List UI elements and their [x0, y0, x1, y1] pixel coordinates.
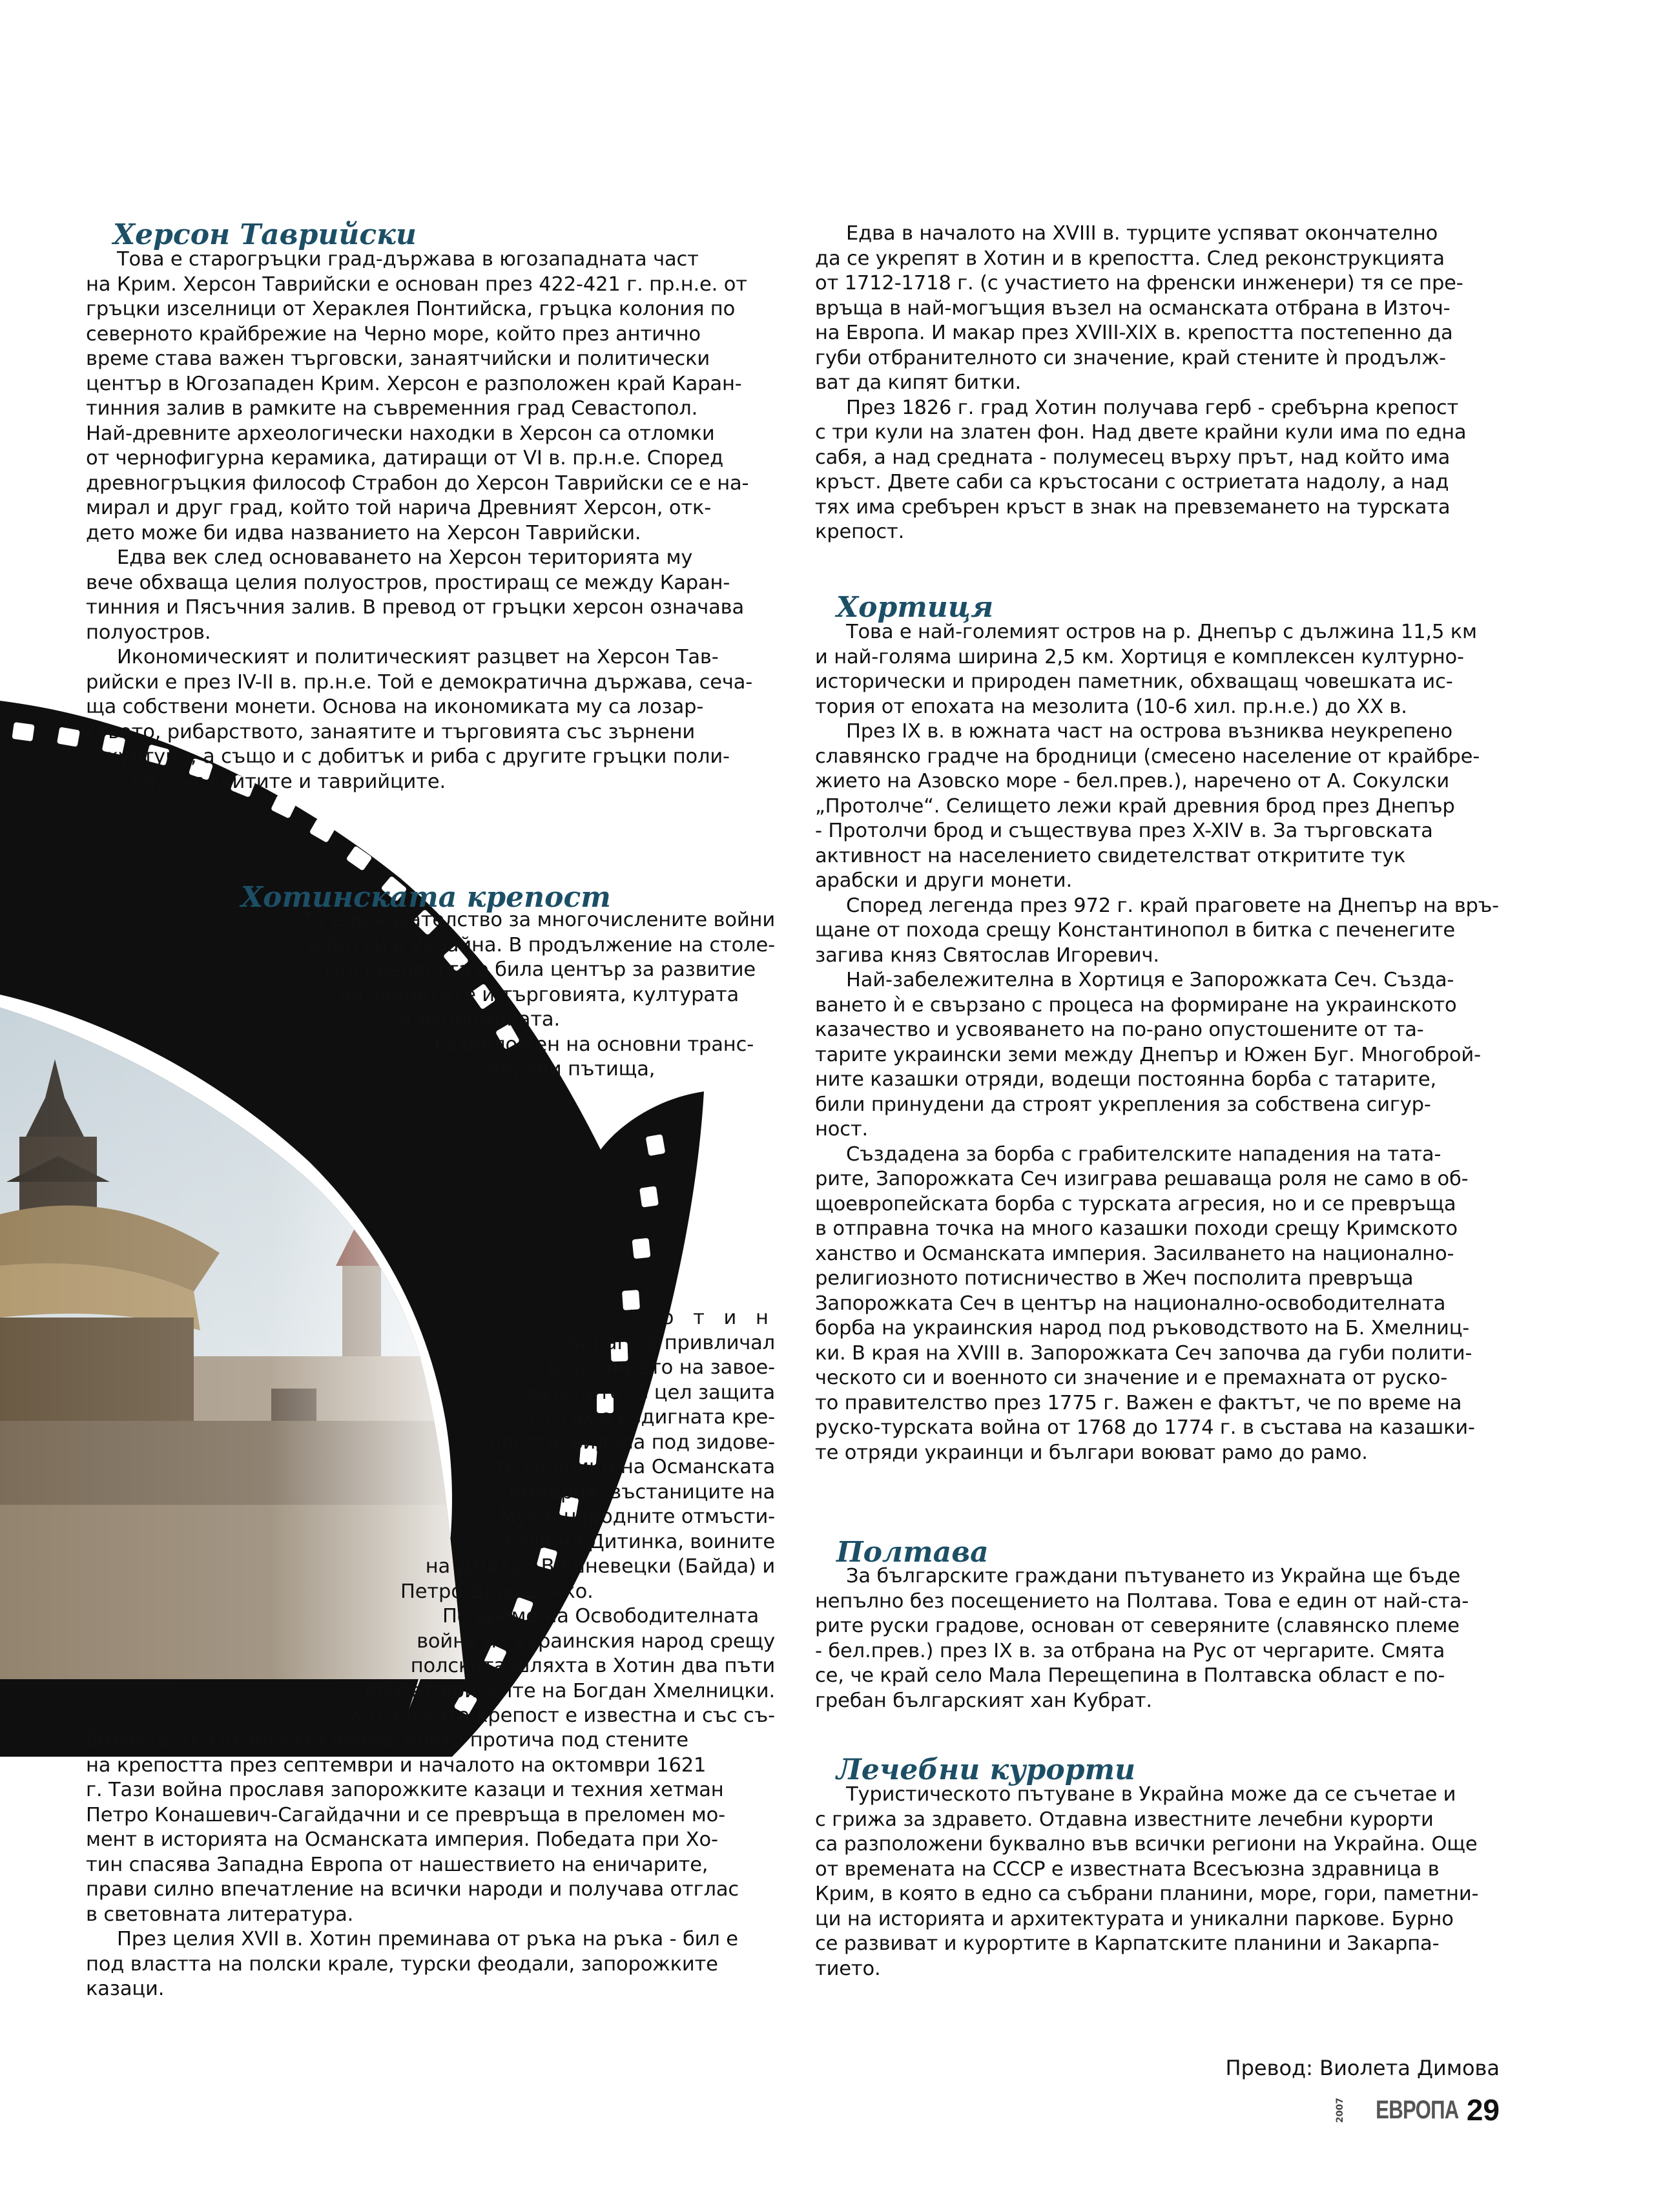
- text-line: Туристическото пътуване в Украйна може да се съчетае и: [846, 1783, 1456, 1806]
- text-line: били принудени да строят укрепления за собствена сигур-: [815, 1093, 1431, 1116]
- text-line: казаци.: [86, 1978, 165, 2000]
- text-line: Едва век след основаването на Херсон територията му: [117, 546, 693, 569]
- text-line: руско-турската война от 1768 до 1774 г. в състава на казашки-: [815, 1416, 1475, 1439]
- text-line: Петро Дорошенко.: [400, 1580, 594, 1603]
- text-line: През целия XVII в. Хотин преминава от ръка на ръка - бил е: [117, 1928, 738, 1950]
- kherson-text: [86, 247, 778, 794]
- text-line: исторически и природен паметник, обхващащ човешката ис-: [815, 670, 1453, 693]
- text-line: сабя, а над средната - полумесец върху прът, над който има: [815, 446, 1451, 469]
- text-line: Икономическият и политическият разцвет на Херсон Тав-: [117, 646, 719, 668]
- text-line: рите руски градове, основан от северяните (славянско племе: [815, 1615, 1460, 1637]
- text-line: г. Тази война прославя запорожките казаци и техния хетман: [86, 1779, 724, 1801]
- text-line: на Дмитро Вишневецки (Байда) и: [425, 1555, 775, 1578]
- text-line: ност.: [815, 1118, 869, 1141]
- text-line: славянско градче на бродници (смесено население от крайбре-: [815, 745, 1480, 768]
- text-line: портни пътища,: [488, 1058, 656, 1080]
- text-line: полската шляхта в Хотин два пъти: [410, 1655, 775, 1677]
- text-line: и икономиката.: [399, 1008, 561, 1031]
- text-line: Х о т и н: [629, 1307, 775, 1329]
- poltava-text: [815, 1564, 1500, 1713]
- page-footer: [1336, 2093, 1500, 2127]
- text-line: рите, Запорожката Сеч изиграва решаваща роля не само в об-: [815, 1168, 1469, 1190]
- resorts-text: [815, 1783, 1500, 1981]
- text-line: се развиват и курортите в Карпатските планини и Закарпа-: [815, 1932, 1440, 1955]
- text-line: тях има сребърен кръст в знак на превземането на турската: [815, 495, 1451, 519]
- text-line: връща в най-могъщия възел на османската отбрана в Източ-: [815, 296, 1451, 320]
- text-line: полуостров.: [86, 621, 211, 644]
- text-line: Разположен на основни транс-: [434, 1033, 754, 1056]
- text-line: През IX в. в южната част на острова възниква неукрепено: [846, 720, 1453, 743]
- text-line: си, със скитите и таврийците.: [132, 770, 446, 793]
- text-line: щане от похода срещу Константинопол в битка с печенегите: [815, 919, 1456, 942]
- text-line: на Крим. Херсон Таврийски е основан през 422-421 г. пр.н.е. от: [86, 273, 747, 296]
- text-line: щоевропейската борба с турската агресия, но и се превръща: [815, 1192, 1456, 1215]
- text-line: Петро Конашевич-Сагайдачни и се превръща в преломен мо-: [86, 1803, 725, 1826]
- heading-khortytsia: Хортиця: [836, 591, 994, 624]
- heading-resorts: Лечебни курорти: [836, 1753, 1136, 1786]
- text-line: от 1712-1718 г. (с участието на френски инженери) тя се пре-: [815, 272, 1463, 295]
- text-line: център в Югозападен Крим. Херсон е разположен край Каран-: [86, 372, 742, 395]
- text-line: Това е най-големият остров на р. Днепър с дължина 11,5 км: [846, 621, 1477, 643]
- text-line: винаги е привличал: [568, 1331, 775, 1354]
- text-line: то правителство през 1775 г. Важен е фактът, че по време на: [815, 1391, 1462, 1414]
- khortytsia-text: [815, 620, 1500, 1465]
- text-line: време става важен търговски, занаятчийски и политически: [86, 347, 710, 370]
- text-line: да се укрепят в Хотин и в крепостта. След реконструкцията: [815, 247, 1445, 270]
- text-line: вниманието на завое-: [548, 1356, 775, 1379]
- text-line: - Протолчи брод и съществува през X-XIV в. За търговската: [815, 820, 1433, 842]
- text-line: гръцки изселници от Хераклея Понтийска, гръцка колония по: [86, 298, 736, 320]
- page-number: 29: [1466, 2093, 1500, 2127]
- heading-poltava: Полтава: [836, 1536, 989, 1569]
- text-line: ческото си и военното си значение и е премахната от руско-: [815, 1367, 1448, 1389]
- text-line: са разположени буквално във всички региони на Украйна. Още: [815, 1833, 1478, 1855]
- text-line: под властта на полски крале, турски феодали, запорожките: [86, 1952, 718, 1976]
- text-line: ват да кипят битки.: [815, 371, 1022, 394]
- text-line: империя, въстаниците на: [508, 1480, 775, 1504]
- text-line: война на украинския народ срещу: [417, 1629, 775, 1653]
- text-line: те си воини на Османската: [493, 1456, 775, 1478]
- text-line: арабски и други монети.: [815, 869, 1073, 892]
- text-line: тин спасява Западна Европа от нашествието на еничарите,: [86, 1853, 708, 1876]
- text-line: Най-забележителна в Хортиця е Запорожката Сеч. Създа-: [846, 969, 1454, 991]
- text-line: ци на историята и архитектурата и уникални паркове. Бурно: [815, 1907, 1454, 1930]
- text-line: тория от епохата на мезолита (10-6 хил. пр.н.е.) до XX в.: [815, 695, 1407, 718]
- text-line: Хотинската крепост е известна и със съ-: [349, 1704, 775, 1727]
- text-line: загива княз Святослав Игоревич.: [815, 944, 1159, 967]
- translator-credit: Превод: Виолета Димова: [1225, 2056, 1500, 2080]
- text-line: вече обхваща целия полуостров, простиращ се между Каран-: [86, 571, 730, 594]
- text-line: тия крепостта е била център за развитие: [322, 958, 756, 981]
- text-line: битията от Хотинската война, която протича под стените: [86, 1729, 688, 1752]
- text-line: с три кули на златен фон. Над двете крайни кули има по една: [815, 421, 1467, 444]
- text-line: Запорожката Сеч в център на национално-освободителната: [815, 1292, 1446, 1315]
- text-line: древногръцкия философ Страбон до Херсон Таврийски се е на-: [86, 471, 749, 495]
- text-line: от тях е издигната кре-: [529, 1406, 775, 1429]
- text-line: постта, видяла под зидове-: [488, 1431, 775, 1454]
- text-line: и битки в Украйна. В продължение на столе-: [307, 933, 775, 956]
- text-line: в отправна точка на много казашки походи срещу Кримското: [815, 1217, 1458, 1240]
- text-line: те отряди украинци и българи воюват рамо до рамо.: [815, 1441, 1368, 1464]
- text-line: култури, а също и с добитък и риба с другите гръцки поли-: [107, 745, 730, 768]
- text-line: жието на Азовско море - бел.прев.), наречено от А. Сокулски: [815, 770, 1450, 792]
- text-line: прави силно впечатление на всички народи и получава отглас: [86, 1878, 739, 1901]
- text-line: на крепостта през септември и началото на октомври 1621: [86, 1753, 707, 1777]
- text-line: кръст. Двете саби са кръстосани с остриетата надолу, а над: [815, 471, 1449, 493]
- text-line: Най-древните археологически находки в Херсон са отломки: [86, 422, 715, 445]
- khotyn-text-c: [86, 1728, 778, 2002]
- text-line: Тя е доказателство за многочислените войни: [301, 909, 775, 931]
- text-line: тието.: [815, 1957, 881, 1980]
- text-line: тинния и Пясъчния залив. В превод от гръцки херсон означава: [86, 596, 745, 619]
- khotyn-text-a: [194, 908, 775, 1082]
- text-line: на занаятите и търговията, културата: [338, 983, 739, 1006]
- text-line: дето може би идва названието на Херсон Таврийски.: [86, 521, 641, 544]
- text-line: ването ѝ е свързано с процеса на формиране на украинското: [815, 993, 1457, 1017]
- text-line: от чернофигурна керамика, датиращи от VI в. пр.н.е. Според: [86, 447, 724, 470]
- text-line: тели на Дитинка, воините: [503, 1530, 775, 1553]
- text-line: мирал и друг град, който той нарича Древният Херсон, отк-: [86, 497, 712, 519]
- heading-kherson: Херсон Таврийски: [113, 218, 417, 251]
- text-line: активност на населението свидетелстват откритите тук: [815, 844, 1406, 867]
- text-line: мент в историята на Османската империя. Победата при Хо-: [86, 1828, 718, 1851]
- text-line: губи отбранителното си значение, край стените ѝ продълж-: [815, 346, 1447, 369]
- text-line: с грижа за здравето. Отдавна известните лечебни курорти: [815, 1808, 1434, 1831]
- text-line: в световната литература.: [86, 1903, 354, 1926]
- text-line: казачество и усвояването на по-рано опустошените от та-: [815, 1018, 1424, 1041]
- text-line: вателите. С цел защита: [526, 1381, 775, 1404]
- text-line: от времената на СССР е известната Всесъюзна здравница в: [815, 1857, 1440, 1881]
- text-line: „Протолче“. Селището лежи край древния брод през Днепър: [815, 794, 1455, 818]
- khotyn-continuation-text: [815, 222, 1500, 545]
- text-line: Крим, в която в едно са събрани планини, море, гори, паметни-: [815, 1883, 1479, 1905]
- text-line: тинния залив в рамките на съвременния град Севастопол.: [86, 397, 698, 420]
- text-line: През 1826 г. град Хотин получава герб - сребърна крепост: [846, 396, 1459, 419]
- khotyn-text-b: [258, 1306, 775, 1729]
- text-line: религиозното потисничество в Жеч посполита превръща: [815, 1267, 1414, 1290]
- magazine-name: ЕВРОПА: [1376, 2095, 1459, 2124]
- text-line: Едва в началото на XVIII в. турците успяват окончателно: [846, 222, 1438, 245]
- text-line: ните казашки отряди, водещи постоянна борба с татарите,: [815, 1068, 1437, 1091]
- text-line: По време на Освободителната: [442, 1605, 759, 1628]
- text-line: влизат войските на Богдан Хмелницки.: [364, 1679, 775, 1702]
- text-line: - бел.прев.) през IX в. за отбрана на Рус от чергарите. Смята: [815, 1639, 1445, 1662]
- text-line: Според легенда през 972 г. край праговете на Днепър на връ-: [846, 894, 1499, 917]
- text-line: Това е старогръцки град-държава в югозападната част: [117, 248, 699, 271]
- text-line: борба на украинския народ под ръководството на Б. Хмелниц-: [815, 1317, 1470, 1339]
- text-line: Муха, народните отмъсти-: [499, 1505, 775, 1528]
- text-line: на Европа. И макар през XVIII-XIX в. крепостта постепенно да: [815, 322, 1453, 344]
- text-line: гребан българският хан Кубрат.: [815, 1689, 1152, 1712]
- heading-khotyn: Хотинската крепост: [241, 881, 611, 914]
- text-line: и най-голяма ширина 2,5 км. Хортиця е комплексен културно-: [815, 645, 1464, 668]
- text-line: непълно без посещението на Полтава. Това е един от най-ста-: [815, 1589, 1469, 1613]
- text-line: тарите украински земи между Днепър и Южен Буг. Многоброй-: [815, 1043, 1481, 1066]
- text-line: се, че край село Мала Перещепина в Полтавска област е по-: [815, 1664, 1445, 1687]
- year-tab: 2007: [1335, 2097, 1346, 2123]
- text-line: северното крайбрежие на Черно море, който през антично: [86, 322, 701, 346]
- text-line: крепост.: [815, 521, 905, 543]
- text-line: ханство и Османската империя. Засилването на национално-: [815, 1242, 1454, 1265]
- text-line: Създадена за борба с грабителските нападения на тата-: [846, 1142, 1441, 1166]
- text-line: ки. В края на XVIII в. Запорожката Сеч започва да губи полити-: [815, 1341, 1472, 1365]
- text-line: ството, рибарството, занаятите и търговията със зърнени: [86, 720, 696, 743]
- text-line: рийски е през IV-II в. пр.н.е. Той е демократична държава, сеча-: [86, 670, 753, 694]
- text-line: За българските граждани пътуването из Украйна ще бъде: [846, 1565, 1461, 1587]
- text-line: ща собствени монети. Основа на икономиката му са лозар-: [86, 696, 704, 718]
